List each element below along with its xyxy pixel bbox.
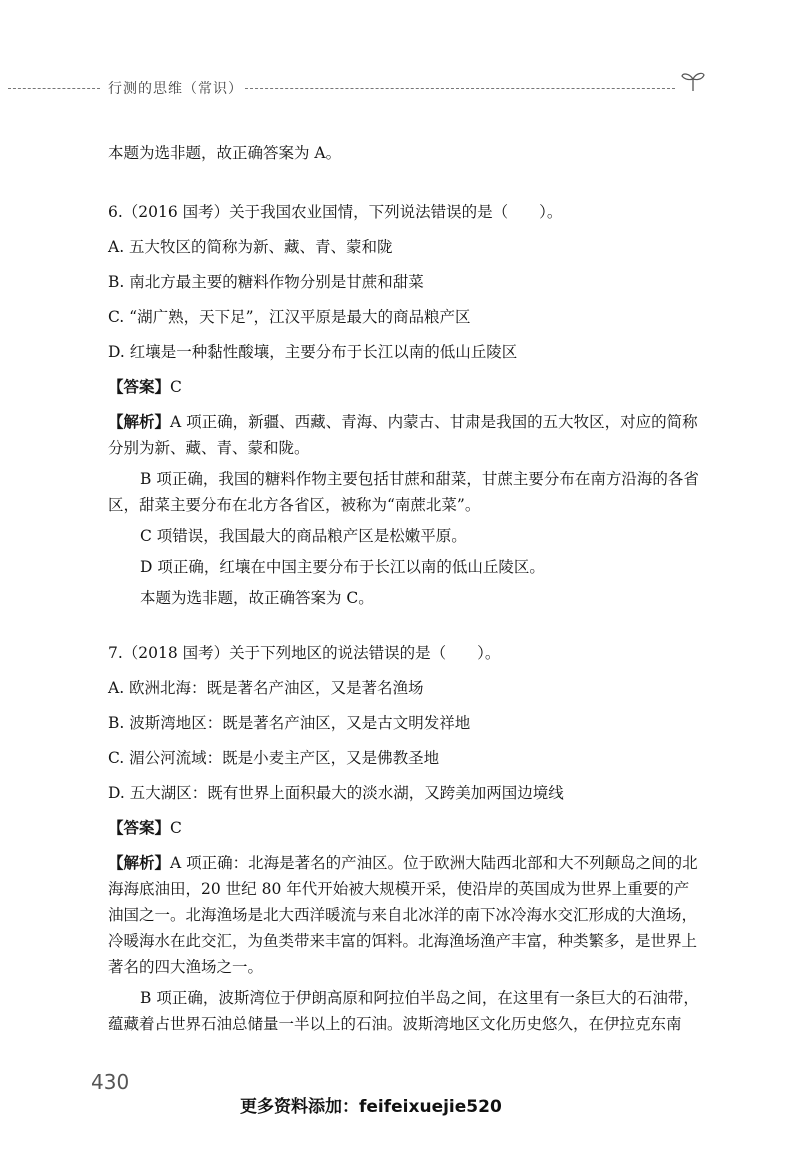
q6-option-a: A. 五大牧区的简称为新、藏、青、蒙和陇	[108, 238, 393, 256]
q7-analysis-b: B 项正确，波斯湾位于伊朗高原和阿拉伯半岛之间，在这里有一条巨大的石油带，蕴藏着占世界石油总储量一半以上的石油。波斯湾地区文化历史悠久，在伊拉克东南	[108, 989, 699, 1033]
q7-option-c: C. 湄公河流域：既是小麦主产区，又是佛教圣地	[108, 749, 440, 767]
q7-option-d: D. 五大湖区：既有世界上面积最大的淡水湖，又跨美加两国边境线	[108, 784, 564, 802]
q5-conclusion: 本题为选非题，故正确答案为 A。	[108, 144, 342, 162]
q7-option-b: B. 波斯湾地区：既是著名产油区，又是古文明发祥地	[108, 714, 471, 732]
spacer	[108, 616, 700, 640]
analysis-text: A 项正确，新疆、西藏、青海、内蒙古、甘肃是我国的五大牧区，对应的简称分别为新、藏、青、蒙和陇。	[108, 413, 698, 457]
q7-option-a: A. 欧洲北海：既是著名产油区，又是著名渔场	[108, 679, 424, 697]
analysis-text: A 项正确：北海是著名的产油区。位于欧洲大陆西北部和大不列颠岛之间的北海海底油田，20 世纪 80 年代开始被大规模开采，使沿岸的英国成为世界上重要的产油国之一。北海渔场是北大西洋暖流与来自北冰洋的南下冰冷海水交汇形成的大渔场，冷暖海水在此交汇，为鱼类带来丰富的饵料。北海渔场渔产丰富，种类繁多，是世界上著名的四大渔场之一。	[108, 854, 698, 976]
header-rule-left	[8, 88, 100, 89]
question-6	[108, 199, 700, 611]
header-title: 行测的思维（常识）	[108, 81, 243, 97]
analysis-label: 【解析】	[108, 853, 171, 872]
sprout-icon	[680, 70, 706, 92]
q7-answer	[108, 815, 700, 841]
q6-stem: 6.（2016 国考）关于我国农业国情，下列说法错误的是（ ）。	[108, 203, 563, 221]
q7-analysis-a	[108, 850, 700, 980]
q6-analysis-c: C 项错误，我国最大的商品粮产区是松嫩平原。	[140, 527, 467, 545]
q6-analysis-b: B 项正确，我国的糖料作物主要包括甘蔗和甜菜，甘蔗主要分布在南方沿海的各省区，甜菜主要分布在北方各省区，被称为“南蔗北菜”。	[108, 470, 699, 514]
promo-text: 更多资料添加：feifeixuejie520	[240, 1097, 502, 1117]
spacer	[108, 175, 700, 199]
running-header	[0, 66, 800, 106]
header-rule-right	[245, 88, 675, 89]
page-number: 430	[91, 1070, 130, 1094]
answer-label: 【答案】	[108, 818, 171, 837]
q6-analysis-a	[108, 409, 700, 461]
q6-option-d: D. 红壤是一种黏性酸壤，主要分布于长江以南的低山丘陵区	[108, 343, 518, 361]
analysis-label: 【解析】	[108, 412, 171, 431]
answer-label: 【答案】	[108, 377, 171, 396]
q6-answer	[108, 374, 700, 400]
main-content	[108, 140, 700, 1042]
question-7	[108, 640, 700, 1037]
q6-conclusion: 本题为选非题，故正确答案为 C。	[140, 589, 374, 607]
q6-option-c: C. “湖广熟，天下足”，江汉平原是最大的商品粮产区	[108, 308, 471, 326]
q6-option-b: B. 南北方最主要的糖料作物分别是甘蔗和甜菜	[108, 273, 424, 291]
q7-stem: 7.（2018 国考）关于下列地区的说法错误的是（ ）。	[108, 644, 501, 662]
answer-value: C	[170, 378, 182, 396]
answer-value: C	[170, 819, 182, 837]
q6-analysis-d: D 项正确，红壤在中国主要分布于长江以南的低山丘陵区。	[140, 558, 545, 576]
